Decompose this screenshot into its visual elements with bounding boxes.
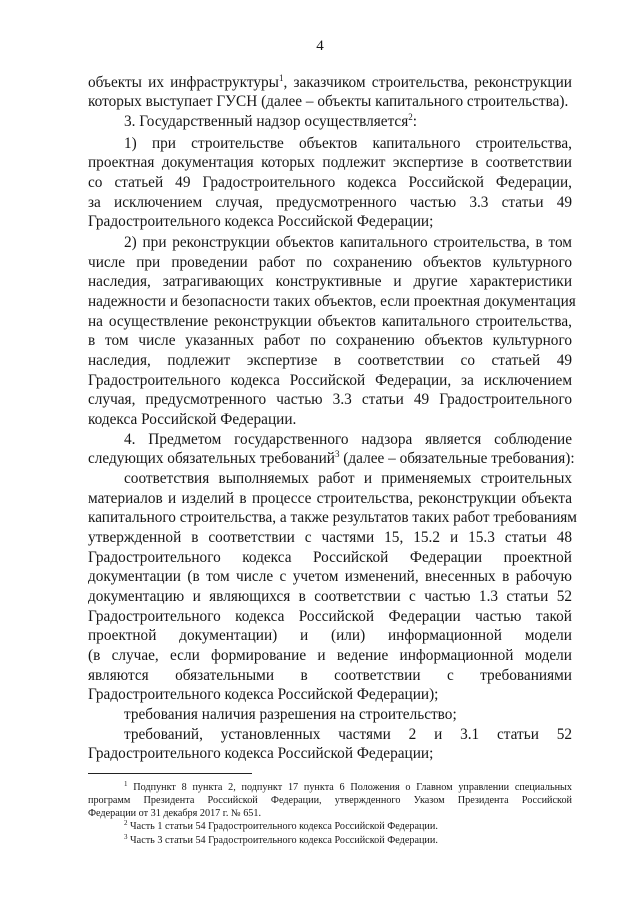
text-segment: на осуществление реконструкции объектов капитального строительства, xyxy=(88,313,572,330)
text-segment: в том числе указанных работ по сохранению объектов культурного xyxy=(88,332,572,349)
page-number: 4 xyxy=(316,38,324,54)
footnote-ref: 3 xyxy=(334,449,340,459)
footnote-text: Часть 3 статьи 54 Градостроительного кодекса Российской Федерации. xyxy=(127,835,438,846)
text-segment: , заказчиком строительства, реконструкции xyxy=(283,74,572,91)
text-segment: Градостроительного кодекса Российской Федерации); xyxy=(88,686,439,703)
text-segment: числе при проведении работ по сохранению объектов культурного xyxy=(88,254,572,271)
footnote-separator xyxy=(88,773,252,774)
text-segment: случая, предусмотренного частью 3.3 статьи 49 Градостроительного xyxy=(88,391,572,408)
text-segment: требования наличия разрешения на строительство; xyxy=(124,706,457,723)
text-segment: документацию и являющихся в соответствии с частью 1.3 статьи 52 xyxy=(88,588,572,605)
text-segment: Градостроительного кодекса Российской Федерации, за исключением xyxy=(88,372,572,389)
text-segment: 3. Государственный надзор осуществляется xyxy=(124,113,409,130)
text-line xyxy=(88,332,572,350)
footnote-text: программ Президента Российской Федерации, утвержденного Указом Президента Российской xyxy=(88,795,572,806)
text-line xyxy=(88,449,575,468)
text-line xyxy=(88,93,572,111)
text-line xyxy=(88,411,572,429)
text-line xyxy=(88,254,572,272)
text-line xyxy=(88,313,572,331)
text-line xyxy=(124,706,572,724)
text-line xyxy=(88,391,572,409)
footnote-line xyxy=(124,781,572,794)
text-line xyxy=(88,74,572,92)
text-line xyxy=(124,431,572,449)
text-line xyxy=(88,627,572,645)
text-line xyxy=(88,686,572,704)
text-segment: документации (в том числе с учетом изменений, внесенных в рабочую xyxy=(88,568,572,585)
text-segment: (далее – обязательные требования): xyxy=(339,450,575,467)
text-segment: за исключением случая, предусмотренного частью 3.3 статьи 49 xyxy=(88,194,572,211)
footnote-line xyxy=(124,820,572,833)
text-line xyxy=(88,372,572,390)
text-line xyxy=(88,568,572,586)
text-segment: Градостроительного кодекса Российской Федерации; xyxy=(88,745,434,762)
text-segment: которых выступает ГУСН (далее – объекты капитального строительства). xyxy=(88,93,569,110)
text-line xyxy=(88,509,577,527)
footnote-ref: 2 xyxy=(408,112,413,122)
text-segment: кодекса Российской Федерации. xyxy=(88,411,297,428)
text-line xyxy=(88,608,572,626)
text-line xyxy=(88,154,572,172)
text-line xyxy=(88,745,572,763)
text-line xyxy=(88,273,572,291)
text-segment: наследия, подлежит экспертизе в соответствии со статьей 49 xyxy=(88,352,572,369)
text-line xyxy=(124,234,572,252)
text-segment: 2) при реконструкции объектов капитального строительства, в том xyxy=(124,234,572,251)
text-segment: соответствия выполняемых работ и применяемых строительных xyxy=(124,470,572,487)
footnote-text: Федерации от 31 декабря 2017 г. № 651. xyxy=(88,808,262,819)
text-line xyxy=(88,529,572,547)
footnote-text: Часть 1 статьи 54 Градостроительного кодекса Российской Федерации. xyxy=(127,821,438,832)
footnote-text: Подпункт 8 пункта 2, подпункт 17 пункта 6 Положения о Главном управлении специальных xyxy=(127,782,572,793)
text-segment: наследия, затрагивающих конструктивные и другие характеристики xyxy=(88,273,572,290)
text-segment: надежности и безопасности таких объектов, если проектная документация xyxy=(88,293,576,310)
text-segment: : xyxy=(412,113,418,130)
text-line xyxy=(88,213,572,231)
text-segment: капитального строительства, а также результатов таких работ требованиям xyxy=(88,509,577,526)
text-line xyxy=(88,667,572,685)
footnote-mark: 1 xyxy=(124,780,128,788)
text-line xyxy=(88,174,572,192)
footnote-mark: 2 xyxy=(124,819,128,827)
text-segment: материалов и изделий в процессе строительства, реконструкции объекта xyxy=(88,490,572,507)
text-line xyxy=(88,194,572,212)
text-line xyxy=(88,588,572,606)
text-segment: Градостроительного кодекса Российской Федерации частью такой xyxy=(88,608,572,625)
text-segment: Градостроительного кодекса Российской Федерации; xyxy=(88,213,434,230)
text-segment: утвержденной в соответствии с частями 15, 15.2 и 15.3 статьи 48 xyxy=(88,529,572,546)
text-segment: проектной документации) и (или) информационной модели xyxy=(88,627,572,644)
footnote-line xyxy=(124,834,572,847)
text-segment: (в случае, если формирование и ведение информационной модели xyxy=(88,647,572,664)
text-line xyxy=(124,470,572,488)
text-segment: Градостроительного кодекса Российской Федерации проектной xyxy=(88,549,572,566)
text-line xyxy=(124,113,572,131)
text-line xyxy=(88,293,576,311)
text-line xyxy=(88,490,572,508)
text-line xyxy=(88,352,572,370)
text-segment: являются обязательными в соответствии с требованиями xyxy=(88,667,572,684)
text-line xyxy=(124,726,572,744)
text-segment: со статьей 49 Градостроительного кодекса Российской Федерации, xyxy=(88,174,572,191)
footnote-ref: 1 xyxy=(278,73,284,83)
text-segment: следующих обязательных требований xyxy=(88,450,335,467)
text-line xyxy=(88,647,572,665)
text-segment: 4. Предметом государственного надзора является соблюдение xyxy=(124,431,572,448)
footnote-line xyxy=(88,794,572,807)
text-segment: проектная документация которых подлежит экспертизе в соответствии xyxy=(88,154,572,171)
text-line xyxy=(124,135,572,153)
footnote-mark: 3 xyxy=(124,833,128,841)
text-segment: требований, установленных частями 2 и 3.1 статьи 52 xyxy=(124,726,572,743)
footnote-line xyxy=(88,807,572,820)
text-segment: объекты их инфраструктуры xyxy=(88,74,279,91)
text-segment: 1) при строительстве объектов капитального строительства, xyxy=(124,135,572,152)
text-line xyxy=(88,549,572,567)
